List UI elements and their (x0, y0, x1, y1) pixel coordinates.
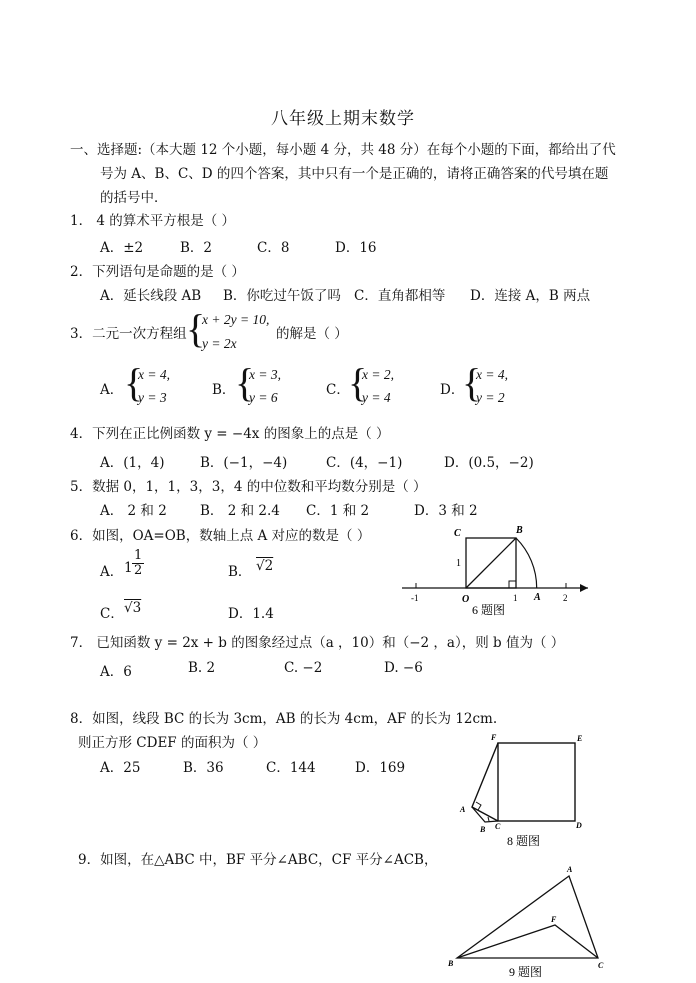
q8-figure (455, 730, 590, 852)
q3-option-b-label: B． (212, 382, 236, 398)
q3-option-b-brace: { (235, 360, 255, 405)
q9-label-f: F (551, 915, 557, 924)
q6-arc (516, 538, 537, 588)
q6-stem: 6．如图，OA=OB，数轴上点 A 对应的数是（ ） (70, 528, 371, 544)
q3-option-c-line-1: x = 2, (362, 367, 394, 382)
q1-option-b: B．2 (180, 240, 213, 256)
q9-label-c: C (598, 961, 604, 970)
q3-option-d-line-2: y = 2 (476, 390, 505, 405)
q2-stem: 2．下列语句是命题的是（ ） (70, 264, 245, 280)
q3-option-a-line-2: y = 3 (138, 390, 167, 405)
q4-option-a: A．(1，4) (100, 455, 165, 471)
q8-label-a: A (460, 805, 466, 814)
q2-option-b: B．你吃过午饭了吗 (223, 288, 341, 304)
q2-option-d: D．连接 A，B 两点 (470, 288, 591, 304)
q3-stem-suffix: 的解是（ ） (276, 326, 348, 342)
page-title: 八年级上期末数学 (271, 109, 415, 129)
q6-option-a-denominator: 2 (134, 563, 143, 578)
q3-option-c-line-2: y = 4 (362, 390, 391, 405)
q9-figure (445, 862, 610, 980)
q4-option-d: D．(0.5，−2) (444, 455, 534, 471)
q3-option-d-brace: { (462, 360, 482, 405)
q3-option-a-label: A． (100, 382, 124, 398)
q9-stem: 9．如图，在△ABC 中，BF 平分∠ABC，CF 平分∠ACB， (78, 852, 438, 868)
q6-label-b: B (516, 525, 523, 536)
q8-option-b: B．36 (183, 760, 224, 776)
q3-option-d-line-1: x = 4, (476, 367, 508, 382)
section-instructions-line-3: 的括号中． (100, 190, 168, 206)
q3-option-a-brace: { (124, 360, 144, 405)
q4-option-b: B．(−1，−4) (200, 455, 288, 471)
q3-option-d-label: D． (440, 382, 465, 398)
q7-option-b: B. 2 (188, 660, 216, 676)
q8-label-e: E (577, 734, 583, 743)
q9-bisectors-bf-cf (457, 925, 598, 958)
q5-stem: 5．数据 0，1，1，3，3，4 的中位数和平均数分别是（ ） (70, 479, 427, 495)
q6-option-c-value: √3 (124, 600, 142, 616)
q6-tick-label-minus1: -1 (411, 593, 419, 603)
q8-triangle-afc (472, 743, 498, 821)
q5-option-c: C．1 和 2 (306, 503, 370, 519)
q6-label-o: O (462, 594, 470, 605)
q6-label-side-1: 1 (456, 558, 461, 569)
q1-option-d: D．16 (335, 240, 377, 256)
q6-option-a-numerator: 1 (134, 548, 143, 563)
q6-option-a-label: A． (100, 564, 124, 580)
q8-stem-line-1: 8．如图，线段 BC 的长为 3cm，AB 的长为 4cm，AF 的长为 12cm. (70, 711, 498, 727)
section-instructions-line-1: 一、选择题:（本大题 12 个小题，每小题 4 分，共 48 分）在每个小题的下面，都给出了代 (70, 142, 616, 158)
q6-figure (396, 520, 596, 620)
q8-option-a: A．25 (100, 760, 141, 776)
q7-option-a: A．6 (100, 664, 132, 680)
q8-caption: 8 题图 (507, 834, 541, 848)
q3-option-c-label: C． (326, 382, 350, 398)
q7-stem: 7． 已知函数 y = 2x + b 的图象经过点（a ，10）和（−2 ，a），则 b 值为（ ） (70, 635, 565, 651)
q6-tick-label-2: 2 (563, 593, 568, 603)
q5-option-a: A． 2 和 2 (100, 503, 167, 519)
q3-system-brace: { (186, 306, 206, 351)
q6-right-angle-mark (509, 581, 516, 588)
q3-option-c-brace: { (348, 360, 368, 405)
q2-option-c: C．直角都相等 (354, 288, 446, 304)
q3-option-b-line-2: y = 6 (249, 390, 278, 405)
q9-label-a: A (567, 865, 573, 874)
q6-axis-arrow (580, 584, 588, 592)
section-instructions-line-2: 号为 A、B、C、D 的四个答案，其中只有一个是正确的，请将正确答案的代号填在题 (100, 166, 609, 182)
q6-option-a-fraction (132, 549, 144, 578)
q6-option-b-value: √2 (256, 558, 274, 574)
q6-tick-label-1: 1 (513, 593, 518, 603)
q1-option-c: C．8 (257, 240, 290, 256)
q6-option-d: D．1.4 (228, 606, 274, 622)
q8-stem-line-2: 则正方形 CDEF 的面积为（ ） (78, 735, 267, 751)
q8-option-d: D．169 (355, 760, 406, 776)
q3-system-equation-1: x + 2y = 10, (202, 312, 270, 327)
q8-label-c: C (495, 822, 501, 831)
q2-option-a: A．延长线段 AB (100, 288, 202, 304)
q6-option-c-label: C． (100, 606, 124, 622)
q7-option-c: C. −2 (284, 660, 323, 676)
q8-label-d: D (576, 821, 582, 830)
q8-label-f: F (491, 733, 497, 742)
q8-square-cdef (498, 743, 575, 821)
q8-right-angle-mark-b (488, 817, 489, 821)
q4-stem: 4．下列在正比例函数 y = −4x 的图象上的点是（ ） (70, 426, 390, 442)
q6-label-a: A (534, 592, 541, 603)
q3-stem-prefix: 3．二元一次方程组 (70, 326, 187, 342)
q5-option-d: D．3 和 2 (414, 503, 478, 519)
q6-option-b-label: B． (228, 564, 252, 580)
q6-label-c: C (454, 528, 461, 539)
q3-option-b-line-1: x = 3, (249, 367, 281, 382)
q8-option-c: C．144 (266, 760, 316, 776)
q9-label-b: B (448, 959, 454, 968)
q1-option-a: A．±2 (100, 240, 144, 256)
q3-system-equation-2: y = 2x (202, 336, 237, 351)
q1-stem: 1． 4 的算术平方根是（ ） (70, 213, 236, 229)
q3-option-a-line-1: x = 4, (138, 367, 170, 382)
q4-option-c: C．(4，−1) (326, 455, 403, 471)
q8-label-b: B (480, 825, 486, 834)
q7-option-d: D. −6 (384, 660, 423, 676)
q9-caption: 9 题图 (509, 965, 543, 979)
q9-triangle-abc (457, 876, 598, 958)
q5-option-b: B． 2 和 2.4 (200, 503, 280, 519)
q6-option-a-whole: 1 (124, 560, 133, 576)
q6-caption: 6 题图 (472, 603, 506, 617)
